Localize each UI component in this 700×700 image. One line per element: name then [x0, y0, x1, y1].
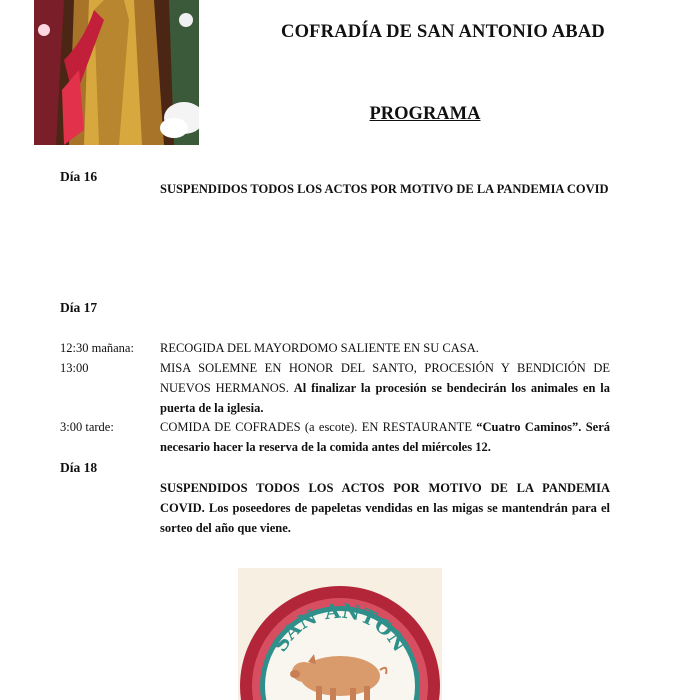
event-text-normal: COMIDA DE COFRADES (a escote). EN RESTAURANTE [160, 420, 472, 434]
day-16-text: SUSPENDIDOS TODOS LOS ACTOS POR MOTIVO DE LA PANDEMIA COVID [160, 182, 609, 196]
event-time: 13:00 [60, 361, 89, 375]
day-18-text: SUSPENDIDOS TODOS LOS ACTOS POR MOTIVO DE LA PANDEMIA COVID. Los poseedores de papeletas vendidas en las migas se mantendrán para el sorteo del año que viene. [160, 481, 610, 535]
day-16-label: Día 16 [60, 169, 98, 184]
program-heading: PROGRAMA [369, 104, 481, 124]
day-18-label: Día 18 [60, 460, 98, 475]
event-text [160, 358, 610, 418]
event-text-normal: MISA SOLEMNE EN HONOR DEL SANTO, PROCESIÓN Y BENDICIÓN DE NUEVOS HERMANOS. [160, 361, 610, 395]
event-text [160, 338, 610, 358]
event-text [160, 417, 610, 457]
san-anton-seal [238, 568, 442, 700]
seal-text: SAN ANTON [267, 598, 413, 656]
document-title: COFRADÍA DE SAN ANTONIO ABAD [281, 22, 605, 42]
saint-image [34, 0, 199, 145]
event-time: 3:00 tarde: [60, 420, 114, 434]
event-text-bold: “Cuatro Caminos”. Será necesario hacer la reserva de la comida antes del miércoles 12. [160, 420, 611, 454]
saint-statue-icon [34, 0, 199, 145]
event-time: 12:30 mañana: [60, 341, 134, 355]
day-17-label: Día 17 [60, 300, 98, 315]
event-text-bold: Al finalizar la procesión se bendecirán los animales en la puerta de la iglesia. [160, 381, 610, 415]
pig-seal-icon [238, 568, 442, 700]
event-text-normal: RECOGIDA DEL MAYORDOMO SALIENTE EN SU CASA. [160, 341, 479, 355]
